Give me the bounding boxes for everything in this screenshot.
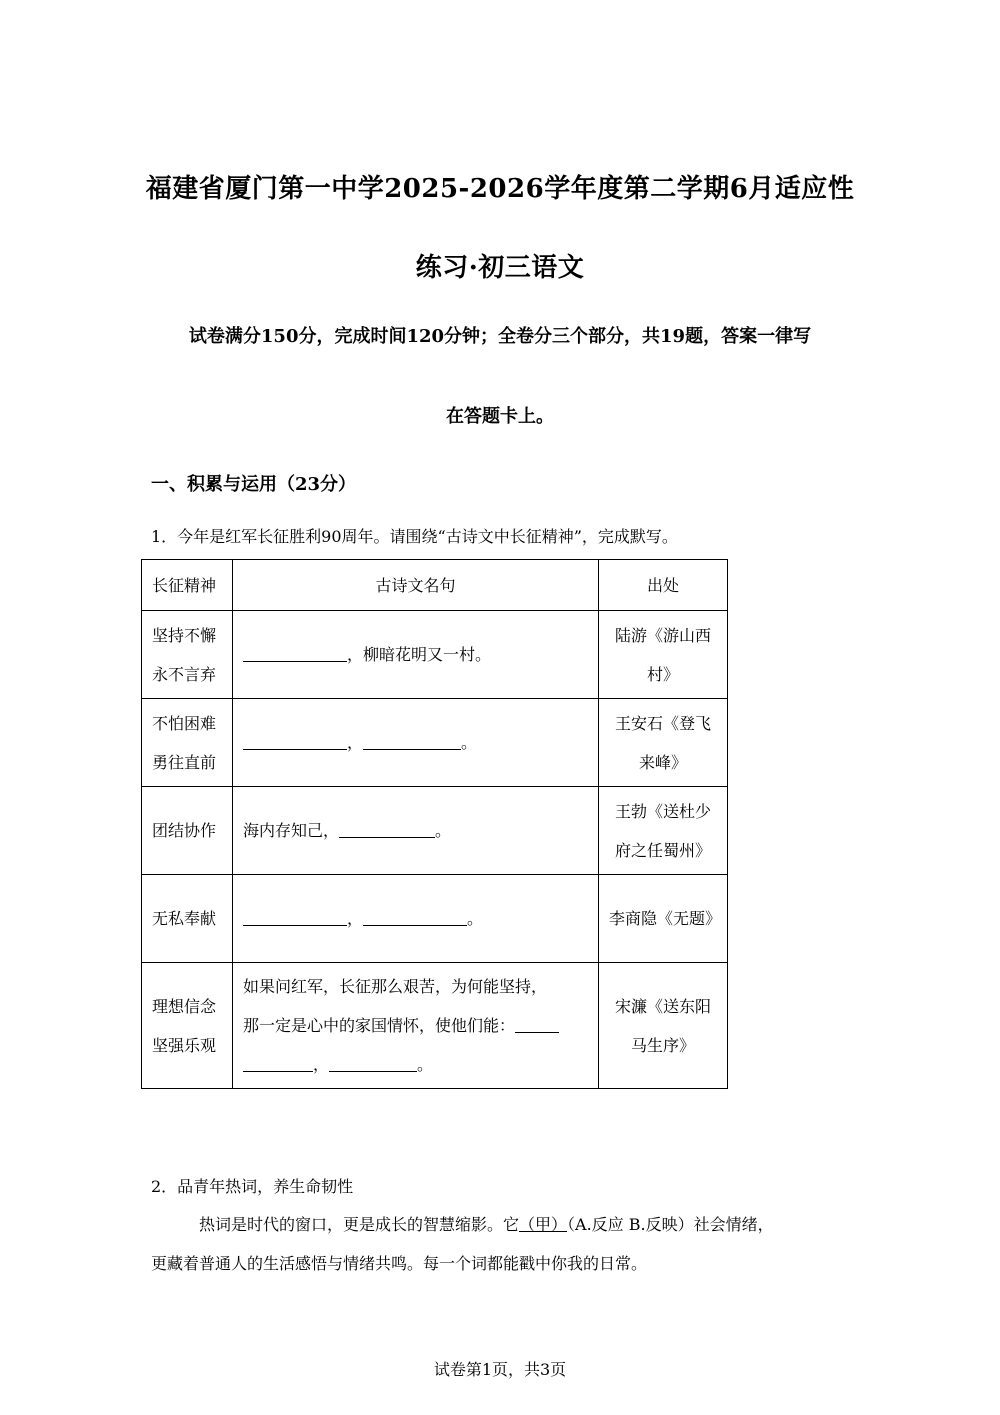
- poem-end: 。: [435, 821, 452, 840]
- poem-text-c-line: [243, 1045, 588, 1084]
- answer-blank[interactable]: [243, 1055, 313, 1072]
- exam-instructions-line1: 试卷满分150分，完成时间120分钟；全卷分三个部分，共19题，答案一律写: [188, 326, 812, 347]
- table-row: [142, 699, 728, 787]
- source-cell: 宋濂《送东阳马生序》: [599, 963, 728, 1089]
- answer-blank[interactable]: [243, 733, 347, 750]
- section-heading: 一、积累与运用（23分）: [151, 474, 357, 495]
- poem-end: 。: [467, 909, 484, 928]
- exam-instructions-line2: 在答题卡上。: [446, 406, 554, 427]
- answer-blank[interactable]: [339, 821, 435, 838]
- answer-blank[interactable]: [243, 645, 347, 662]
- poem-text: ，柳暗花明又一村。: [347, 645, 492, 664]
- header-source: 出处: [599, 560, 728, 611]
- answer-blank[interactable]: [363, 733, 461, 750]
- header-spirit: 长征精神: [142, 560, 233, 611]
- table-header-row: [142, 560, 728, 611]
- paragraph-text: （A.反应 B.反映）社会情绪，: [567, 1215, 774, 1234]
- poem-line-cell: [233, 699, 599, 787]
- header-poem-line: 古诗文名句: [233, 560, 599, 611]
- poem-end: 。: [461, 733, 478, 752]
- spirit-cell: 团结协作: [142, 787, 233, 875]
- poem-line-cell: [233, 787, 599, 875]
- question-2-prompt: 2．品青年热词，养生命韧性: [151, 1177, 354, 1196]
- poem-separator: ，: [347, 909, 364, 928]
- spirit-cell: 坚持不懈永不言弃: [142, 611, 233, 699]
- paragraph-text: 热词是时代的窗口，更是成长的智慧缩影。它: [199, 1215, 520, 1234]
- answer-blank[interactable]: [515, 1016, 559, 1033]
- poem-text-b-line: [243, 1006, 588, 1045]
- spirit-cell: 理想信念坚强乐观: [142, 963, 233, 1089]
- poem-text: 海内存知己，: [243, 821, 340, 840]
- table-row: [142, 875, 728, 963]
- answer-blank[interactable]: [363, 909, 467, 926]
- table-row: [142, 611, 728, 699]
- poem-text-a: 如果问红军，长征那么艰苦，为何能坚持，: [243, 977, 548, 996]
- source-cell: 王勃《送杜少府之任蜀州》: [599, 787, 728, 875]
- source-cell: 李商隐《无题》: [599, 875, 728, 963]
- recitation-table: [141, 559, 728, 1089]
- spirit-cell: 不怕困难勇往直前: [142, 699, 233, 787]
- question-2-paragraph-line1: [199, 1212, 774, 1235]
- answer-blank[interactable]: [329, 1055, 417, 1072]
- page-footer: 试卷第1页，共3页: [433, 1360, 567, 1379]
- poem-end: 。: [417, 1055, 434, 1074]
- answer-blank[interactable]: [243, 909, 347, 926]
- table-row: [142, 963, 728, 1089]
- poem-separator: ，: [313, 1055, 330, 1074]
- poem-line-cell: [233, 611, 599, 699]
- poem-separator: ，: [347, 733, 364, 752]
- poem-line-cell: [233, 875, 599, 963]
- spirit-cell: 无私奉献: [142, 875, 233, 963]
- question-1-prompt: 1．今年是红军长征胜利90周年。请围绕“古诗文中长征精神”，完成默写。: [151, 527, 678, 546]
- source-cell: 陆游《游山西村》: [599, 611, 728, 699]
- table-row: [142, 787, 728, 875]
- exam-title-line2: 练习·初三语文: [415, 253, 585, 283]
- source-cell: 王安石《登飞来峰》: [599, 699, 728, 787]
- blank-jia[interactable]: （甲）: [519, 1215, 568, 1234]
- poem-line-cell: [233, 963, 599, 1089]
- question-2-paragraph-line2: 更藏着普通人的生活感悟与情绪共鸣。每一个词都能戳中你我的日常。: [151, 1254, 648, 1273]
- exam-title-line1: 福建省厦门第一中学2025-2026学年度第二学期6月适应性: [145, 174, 855, 204]
- poem-text-b: 那一定是心中的家国情怀，使他们能：: [243, 1016, 516, 1035]
